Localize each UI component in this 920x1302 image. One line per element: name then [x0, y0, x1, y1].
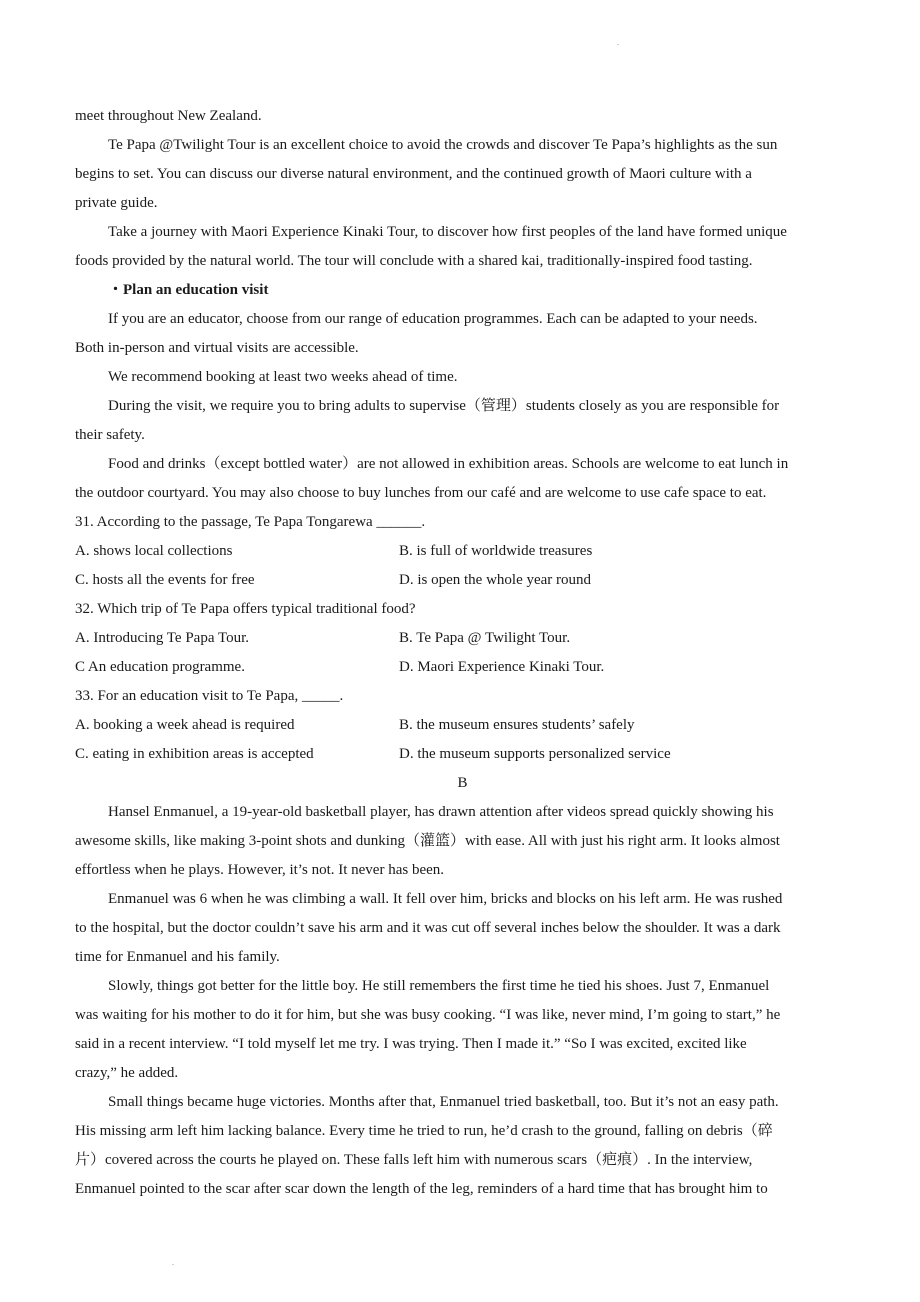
question-32: 32. Which trip of Te Papa offers typical traditional food? — [75, 601, 416, 617]
option: A. Introducing Te Papa Tour. — [75, 630, 249, 646]
paragraph-line: said in a recent interview. “I told myself let me try. I was trying. Then I made it.” “So I was excited, excited like — [75, 1036, 747, 1052]
paragraph-line: His missing arm left him lacking balance. Every time he tried to run, he’d crash to the ground, falling on debris（碎 — [75, 1123, 773, 1139]
paragraph-line: Te Papa @Twilight Tour is an excellent choice to avoid the crowds and discover Te Papa’s highlights as the sun — [108, 137, 778, 153]
paragraph-line: Take a journey with Maori Experience Kinaki Tour, to discover how first peoples of the land have formed unique — [108, 224, 787, 240]
question-31: 31. According to the passage, Te Papa Tongarewa ______. — [75, 514, 426, 530]
option-row — [75, 740, 850, 769]
paragraph-line: to the hospital, but the doctor couldn’t save his arm and it was cut off several inches below the shoulder. It was a dark — [75, 920, 781, 936]
section-label-b: B — [457, 775, 468, 791]
paragraph-line: 片）covered across the courts he played on. These falls left him with numerous scars（疤痕）. In the interview, — [75, 1152, 753, 1168]
option: C. eating in exhibition areas is accepted — [75, 746, 314, 762]
paragraph-line: Hansel Enmanuel, a 19-year-old basketball player, has drawn attention after videos spread quickly showing his — [108, 804, 774, 820]
option-row — [75, 566, 850, 595]
paragraph-line: was waiting for his mother to do it for him, but she was busy cooking. “I was like, never mind, I’m going to start,” he — [75, 1007, 781, 1023]
page-mark-bottom: . — [172, 1258, 174, 1267]
page-mark-top: . — [617, 38, 619, 47]
paragraph-line: crazy,” he added. — [75, 1065, 179, 1081]
paragraph-line: effortless when he plays. However, it’s not. It never has been. — [75, 862, 445, 878]
option: B. the museum ensures students’ safely — [399, 717, 635, 733]
paragraph-line: awesome skills, like making 3-point shots and dunking（灌篮）with ease. All with just his right arm. It looks almost — [75, 833, 780, 849]
option: B. is full of worldwide treasures — [399, 543, 593, 559]
paragraph-line: If you are an educator, choose from our range of education programmes. Each can be adapted to your needs. — [108, 311, 758, 327]
section-heading: ・Plan an education visit — [108, 282, 269, 298]
option: A. booking a week ahead is required — [75, 717, 295, 733]
paragraph-line: Slowly, things got better for the little boy. He still remembers the first time he tied his shoes. Just 7, Enmanuel — [108, 978, 770, 994]
option-row — [75, 711, 850, 740]
paragraph-line: private guide. — [75, 195, 158, 211]
option-row — [75, 653, 850, 682]
document-content — [75, 102, 850, 1204]
option: B. Te Papa @ Twilight Tour. — [399, 630, 571, 646]
paragraph-line: foods provided by the natural world. The tour will conclude with a shared kai, traditionally-inspired food tasting. — [75, 253, 753, 269]
paragraph-line: Food and drinks（except bottled water）are not allowed in exhibition areas. Schools are welcome to eat lunch in — [108, 456, 789, 472]
paragraph-line: Enmanuel pointed to the scar after scar down the length of the leg, reminders of a hard time that has brought him to — [75, 1181, 768, 1197]
paragraph-line: their safety. — [75, 427, 145, 443]
paragraph-line: Small things became huge victories. Months after that, Enmanuel tried basketball, too. But it’s not an easy path. — [108, 1094, 779, 1110]
paragraph-line: begins to set. You can discuss our diverse natural environment, and the continued growth of Maori culture with a — [75, 166, 752, 182]
paragraph-line: During the visit, we require you to bring adults to supervise（管理）students closely as you are responsible for — [108, 398, 780, 414]
option-row — [75, 624, 850, 653]
option-row — [75, 537, 850, 566]
option: C An education programme. — [75, 659, 245, 675]
option: D. is open the whole year round — [399, 572, 592, 588]
option: D. Maori Experience Kinaki Tour. — [399, 659, 605, 675]
option: C. hosts all the events for free — [75, 572, 255, 588]
paragraph-line: meet throughout New Zealand. — [75, 108, 262, 124]
paragraph-line: the outdoor courtyard. You may also choose to buy lunches from our café and are welcome to use cafe space to eat. — [75, 485, 767, 501]
paragraph-line: Enmanuel was 6 when he was climbing a wall. It fell over him, bricks and blocks on his left arm. He was rushed — [108, 891, 783, 907]
paragraph-line: We recommend booking at least two weeks ahead of time. — [108, 369, 458, 385]
paragraph-line: time for Enmanuel and his family. — [75, 949, 280, 965]
paragraph-line: Both in-person and virtual visits are accessible. — [75, 340, 359, 356]
question-33: 33. For an education visit to Te Papa, _____. — [75, 688, 344, 704]
option: D. the museum supports personalized service — [399, 746, 671, 762]
option: A. shows local collections — [75, 543, 233, 559]
